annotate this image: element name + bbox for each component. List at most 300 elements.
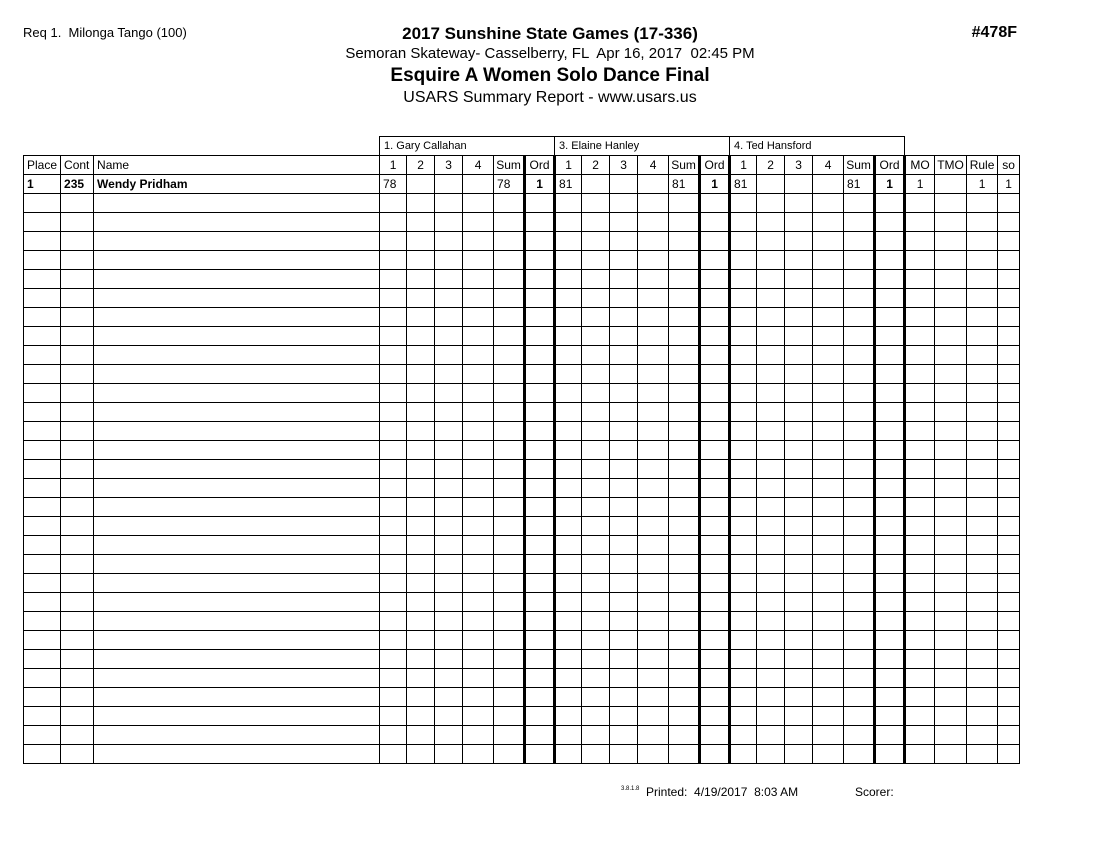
cell-empty (844, 688, 875, 707)
cell-empty (525, 726, 555, 745)
table-row (24, 536, 1020, 555)
cell-empty (967, 593, 998, 612)
cell-empty (94, 726, 380, 745)
cell-empty (94, 327, 380, 346)
cell-empty (380, 745, 407, 764)
cell-empty (24, 289, 61, 308)
col-header-judge2-3: 3 (610, 156, 638, 175)
cell-empty (61, 403, 94, 422)
cell-empty (813, 441, 844, 460)
cell-empty (435, 441, 463, 460)
cell-empty (785, 631, 813, 650)
cell-empty (757, 479, 785, 498)
cell-empty (582, 289, 610, 308)
cell-empty (610, 631, 638, 650)
cell-empty (380, 650, 407, 669)
cell-empty (935, 612, 967, 631)
cell-empty (407, 650, 435, 669)
cell-empty (967, 498, 998, 517)
cell-empty (24, 194, 61, 213)
cell-empty (525, 194, 555, 213)
cell-empty (380, 346, 407, 365)
cell-empty (61, 289, 94, 308)
cell-empty (94, 555, 380, 574)
cell-empty (407, 251, 435, 270)
col-header-name: Name (94, 156, 380, 175)
cell-empty (494, 593, 525, 612)
cell-empty (407, 460, 435, 479)
cell-empty (610, 498, 638, 517)
cell-empty (669, 384, 700, 403)
cell-empty (555, 308, 582, 327)
cell-empty (844, 365, 875, 384)
col-header-tmo: TMO (935, 156, 967, 175)
cell-empty (463, 460, 494, 479)
cell-empty (555, 669, 582, 688)
cell-empty (380, 574, 407, 593)
cell-empty (494, 536, 525, 555)
cell-empty (24, 460, 61, 479)
cell-empty (380, 213, 407, 232)
cell-empty (875, 745, 905, 764)
cell-empty (61, 251, 94, 270)
cell-empty (813, 194, 844, 213)
cell-empty (813, 384, 844, 403)
page-footer (0, 784, 1100, 800)
cell-empty (998, 745, 1020, 764)
cell-empty (525, 403, 555, 422)
cell-empty (24, 384, 61, 403)
cell-empty (785, 213, 813, 232)
cell-judge2-sum: 81 (669, 175, 700, 194)
cell-empty (24, 327, 61, 346)
cell-empty (525, 517, 555, 536)
table-row (24, 308, 1020, 327)
cell-empty (380, 707, 407, 726)
cell-empty (582, 517, 610, 536)
report-title: USARS Summary Report - www.usars.us (403, 89, 697, 106)
cell-empty (700, 498, 730, 517)
cell-empty (610, 384, 638, 403)
cell-empty (435, 745, 463, 764)
cell-empty (463, 631, 494, 650)
table-row (24, 669, 1020, 688)
cell-empty (844, 669, 875, 688)
cell-empty (669, 346, 700, 365)
cell-empty (638, 441, 669, 460)
cell-empty (463, 384, 494, 403)
table-row (24, 574, 1020, 593)
cell-empty (785, 270, 813, 289)
cell-empty (813, 555, 844, 574)
cell-empty (905, 479, 935, 498)
cell-empty (700, 403, 730, 422)
cell-empty (582, 498, 610, 517)
cell-empty (94, 270, 380, 289)
table-row (24, 650, 1020, 669)
col-header-place: Place (24, 156, 61, 175)
cell-empty (700, 194, 730, 213)
cell-empty (638, 251, 669, 270)
cell-empty (730, 270, 757, 289)
cell-empty (700, 669, 730, 688)
cell-empty (757, 650, 785, 669)
table-row (24, 707, 1020, 726)
cell-empty (757, 555, 785, 574)
cell-empty (435, 517, 463, 536)
cell-empty (785, 384, 813, 403)
cell-empty (582, 536, 610, 555)
cell-mo: 1 (905, 175, 935, 194)
cell-empty (61, 365, 94, 384)
cell-empty (875, 365, 905, 384)
cell-empty (785, 365, 813, 384)
cell-empty (94, 441, 380, 460)
cell-empty (435, 251, 463, 270)
cell-empty (463, 574, 494, 593)
cell-empty (700, 384, 730, 403)
requirement-label: Req 1. Milonga Tango (100) (23, 25, 187, 40)
cell-empty (935, 574, 967, 593)
cell-empty (905, 365, 935, 384)
cell-empty (905, 194, 935, 213)
cell-empty (905, 612, 935, 631)
cell-empty (610, 213, 638, 232)
cell-empty (935, 479, 967, 498)
cell-empty (407, 384, 435, 403)
cell-empty (61, 422, 94, 441)
cell-empty (998, 498, 1020, 517)
cell-empty (525, 688, 555, 707)
cell-empty (998, 403, 1020, 422)
cell-empty (935, 194, 967, 213)
col-header-judge1-2: 2 (407, 156, 435, 175)
col-header-judge3-3: 3 (785, 156, 813, 175)
cell-empty (463, 726, 494, 745)
cell-empty (463, 498, 494, 517)
cell-judge1-sum: 78 (494, 175, 525, 194)
cell-empty (700, 441, 730, 460)
cell-empty (463, 232, 494, 251)
cell-empty (463, 517, 494, 536)
cell-empty (582, 308, 610, 327)
cell-empty (998, 517, 1020, 536)
cell-empty (785, 327, 813, 346)
cell-empty (757, 707, 785, 726)
cell-empty (638, 327, 669, 346)
cell-empty (669, 308, 700, 327)
cell-empty (61, 308, 94, 327)
cell-empty (875, 479, 905, 498)
cell-empty (463, 365, 494, 384)
cell-empty (905, 327, 935, 346)
scorer-label: Scorer: (855, 785, 894, 799)
cell-empty (638, 612, 669, 631)
cell-empty (700, 422, 730, 441)
cell-empty (730, 517, 757, 536)
cell-empty (380, 555, 407, 574)
cell-empty (61, 593, 94, 612)
cell-empty (998, 650, 1020, 669)
cell-empty (610, 669, 638, 688)
cell-empty (669, 555, 700, 574)
table-row (24, 365, 1020, 384)
cell-empty (407, 536, 435, 555)
cell-empty (785, 422, 813, 441)
cell-empty (463, 327, 494, 346)
table-row (24, 251, 1020, 270)
cell-empty (785, 574, 813, 593)
cell-empty (935, 517, 967, 536)
cell-empty (998, 669, 1020, 688)
cell-empty (435, 631, 463, 650)
cell-empty (555, 574, 582, 593)
cell-empty (463, 270, 494, 289)
cell-empty (935, 631, 967, 650)
cell-judge3-ord: 1 (875, 175, 905, 194)
col-header-judge1-3: 3 (435, 156, 463, 175)
cell-empty (813, 479, 844, 498)
cell-empty (494, 650, 525, 669)
cell-judge1-mark4 (463, 175, 494, 194)
cell-empty (669, 270, 700, 289)
cell-empty (435, 403, 463, 422)
cell-empty (24, 232, 61, 251)
cell-empty (730, 289, 757, 308)
cell-empty (785, 194, 813, 213)
cell-empty (875, 441, 905, 460)
venue-line: Semoran Skateway- Casselberry, FL Apr 16, 2017 02:45 PM (345, 45, 755, 62)
cell-empty (380, 536, 407, 555)
cell-empty (407, 289, 435, 308)
cell-empty (813, 688, 844, 707)
cell-empty (24, 555, 61, 574)
col-header-judge3-sum: Sum (844, 156, 875, 175)
cell-empty (967, 669, 998, 688)
cell-empty (494, 517, 525, 536)
cell-empty (935, 213, 967, 232)
cell-empty (669, 574, 700, 593)
cell-cont: 235 (61, 175, 94, 194)
cell-empty (998, 289, 1020, 308)
cell-empty (935, 270, 967, 289)
software-version: 3.8.1.8 (621, 786, 640, 792)
cell-empty (935, 593, 967, 612)
cell-empty (700, 650, 730, 669)
cell-empty (610, 536, 638, 555)
cell-empty (730, 745, 757, 764)
cell-empty (525, 441, 555, 460)
cell-empty (669, 726, 700, 745)
cell-empty (844, 650, 875, 669)
cell-empty (998, 593, 1020, 612)
cell-empty (407, 574, 435, 593)
cell-empty (380, 308, 407, 327)
col-header-judge1-1: 1 (380, 156, 407, 175)
cell-empty (844, 593, 875, 612)
cell-empty (463, 289, 494, 308)
cell-empty (525, 460, 555, 479)
cell-empty (669, 669, 700, 688)
cell-empty (844, 232, 875, 251)
cell-empty (61, 194, 94, 213)
cell-empty (967, 232, 998, 251)
cell-empty (757, 460, 785, 479)
cell-empty (435, 574, 463, 593)
cell-empty (61, 612, 94, 631)
cell-empty (24, 707, 61, 726)
cell-empty (582, 479, 610, 498)
cell-judge3-sum: 81 (844, 175, 875, 194)
cell-empty (998, 707, 1020, 726)
cell-empty (875, 669, 905, 688)
cell-empty (638, 498, 669, 517)
cell-empty (967, 289, 998, 308)
cell-empty (875, 631, 905, 650)
cell-empty (967, 384, 998, 403)
cell-empty (730, 460, 757, 479)
cell-empty (730, 726, 757, 745)
cell-empty (435, 650, 463, 669)
cell-empty (380, 460, 407, 479)
cell-empty (813, 327, 844, 346)
cell-empty (582, 194, 610, 213)
cell-empty (875, 327, 905, 346)
cell-empty (757, 251, 785, 270)
cell-empty (700, 726, 730, 745)
cell-empty (24, 688, 61, 707)
cell-empty (757, 612, 785, 631)
cell-empty (844, 460, 875, 479)
cell-empty (638, 517, 669, 536)
col-header-judge1-4: 4 (463, 156, 494, 175)
cell-empty (435, 289, 463, 308)
judge-header-spacer-right (905, 137, 1020, 156)
cell-empty (638, 669, 669, 688)
cell-empty (94, 460, 380, 479)
cell-empty (844, 631, 875, 650)
cell-empty (757, 308, 785, 327)
cell-empty (555, 327, 582, 346)
cell-empty (380, 631, 407, 650)
cell-empty (407, 612, 435, 631)
cell-empty (967, 707, 998, 726)
table-row (24, 517, 1020, 536)
cell-empty (875, 194, 905, 213)
cell-empty (555, 270, 582, 289)
cell-empty (700, 479, 730, 498)
cell-empty (380, 289, 407, 308)
cell-empty (610, 688, 638, 707)
cell-empty (935, 441, 967, 460)
cell-empty (757, 669, 785, 688)
cell-empty (905, 498, 935, 517)
cell-empty (610, 270, 638, 289)
table-row (24, 631, 1020, 650)
table-row (24, 346, 1020, 365)
cell-empty (525, 574, 555, 593)
cell-empty (875, 536, 905, 555)
cell-empty (61, 688, 94, 707)
cell-empty (94, 669, 380, 688)
cell-empty (844, 308, 875, 327)
cell-tmo (935, 175, 967, 194)
cell-empty (669, 403, 700, 422)
cell-empty (757, 593, 785, 612)
cell-empty (555, 536, 582, 555)
cell-empty (94, 384, 380, 403)
cell-empty (967, 346, 998, 365)
cell-empty (700, 574, 730, 593)
cell-empty (875, 460, 905, 479)
cell-empty (555, 289, 582, 308)
cell-empty (844, 289, 875, 308)
cell-empty (463, 612, 494, 631)
cell-empty (94, 232, 380, 251)
cell-empty (555, 707, 582, 726)
cell-empty (610, 555, 638, 574)
cell-empty (24, 498, 61, 517)
cell-empty (61, 707, 94, 726)
cell-empty (94, 194, 380, 213)
cell-empty (875, 555, 905, 574)
cell-empty (967, 612, 998, 631)
column-header-row (24, 156, 1020, 175)
cell-empty (24, 270, 61, 289)
judge-name-3: 4. Ted Hansford (730, 137, 905, 156)
cell-empty (905, 289, 935, 308)
cell-empty (638, 213, 669, 232)
cell-empty (380, 612, 407, 631)
cell-empty (407, 270, 435, 289)
cell-empty (582, 403, 610, 422)
cell-empty (380, 498, 407, 517)
cell-empty (582, 251, 610, 270)
cell-empty (700, 289, 730, 308)
cell-empty (757, 346, 785, 365)
cell-empty (669, 365, 700, 384)
cell-empty (638, 422, 669, 441)
cell-empty (638, 650, 669, 669)
cell-empty (757, 498, 785, 517)
cell-empty (813, 650, 844, 669)
cell-empty (785, 669, 813, 688)
cell-empty (700, 327, 730, 346)
cell-empty (525, 593, 555, 612)
cell-judge3-mark3 (785, 175, 813, 194)
cell-empty (61, 555, 94, 574)
cell-empty (757, 517, 785, 536)
cell-empty (555, 688, 582, 707)
cell-empty (998, 365, 1020, 384)
cell-empty (407, 365, 435, 384)
table-row (24, 745, 1020, 764)
cell-empty (730, 669, 757, 688)
cell-empty (785, 745, 813, 764)
cell-empty (700, 213, 730, 232)
cell-empty (785, 707, 813, 726)
table-row (24, 612, 1020, 631)
cell-empty (494, 403, 525, 422)
cell-empty (638, 365, 669, 384)
cell-empty (730, 441, 757, 460)
cell-empty (967, 555, 998, 574)
cell-empty (407, 422, 435, 441)
cell-empty (785, 688, 813, 707)
cell-empty (494, 270, 525, 289)
cell-empty (785, 479, 813, 498)
cell-empty (700, 251, 730, 270)
